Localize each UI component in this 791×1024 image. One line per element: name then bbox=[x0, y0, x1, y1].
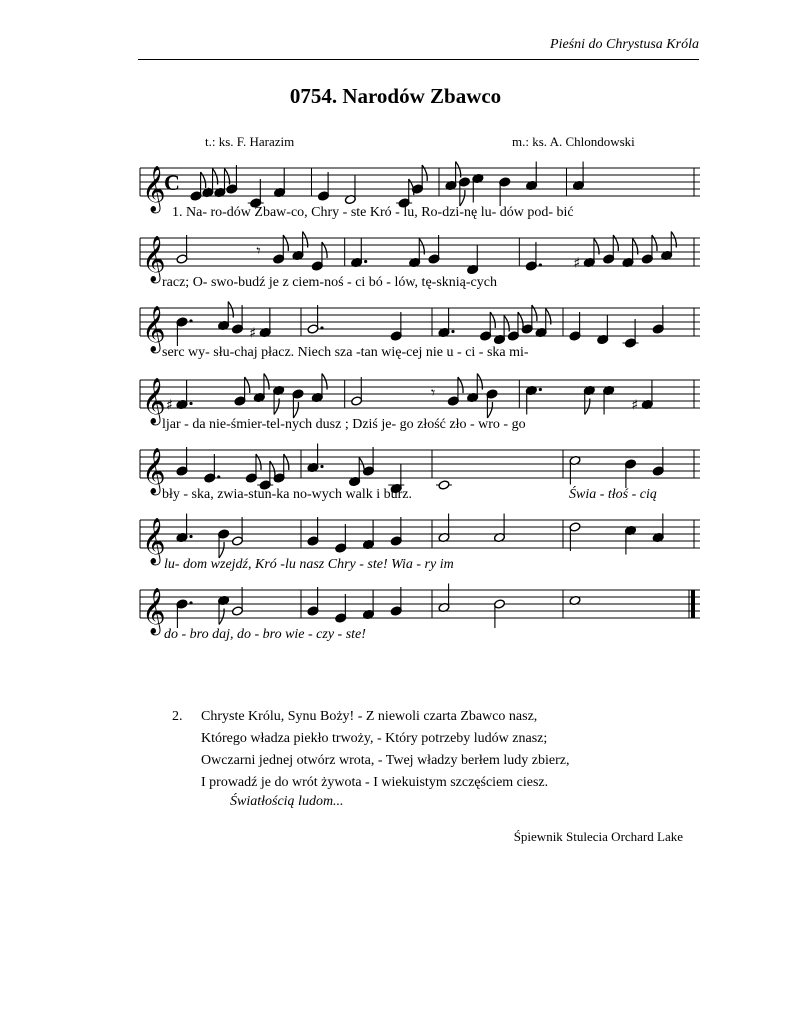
flag bbox=[613, 235, 618, 251]
verse-line: Owczarni jednej otwórz wrota, - Twej władzy berłem ludy zbierz, bbox=[201, 753, 570, 768]
treble-clef-icon: 𝄞 bbox=[142, 588, 166, 634]
flag bbox=[284, 454, 289, 470]
flag bbox=[322, 242, 327, 258]
treble-clef-icon: 𝄞 bbox=[142, 236, 166, 282]
music-system-1 bbox=[140, 162, 700, 212]
note-head bbox=[438, 480, 450, 490]
dot bbox=[364, 260, 367, 263]
flag bbox=[487, 402, 492, 418]
flag bbox=[490, 312, 495, 328]
verse-line: Chryste Królu, Synu Boży! - Z niewoli czarta Zbawco nasz, bbox=[201, 709, 538, 724]
verse-number: 2. bbox=[172, 709, 183, 724]
lyrics-line-3: serc wy- słu-chaj płacz. Niech sza -tan wię-cej nie u - ci - ska mi- bbox=[162, 345, 529, 360]
dot bbox=[539, 388, 542, 391]
lyrics-line-6: lu- dom wzejdź, Kró -lu nasz Chry - ste! Wia - ry im bbox=[164, 557, 454, 572]
header-title: Pieśni do Chrystusa Króla bbox=[550, 37, 699, 52]
dot bbox=[451, 330, 454, 333]
treble-clef-icon: 𝄞 bbox=[142, 448, 166, 494]
music-author: m.: ks. A. Chlondowski bbox=[512, 134, 635, 149]
flag bbox=[460, 190, 465, 206]
song-title: 0754. Narodów Zbawco bbox=[289, 84, 502, 108]
lyrics-line-7: do - bro daj, do - bro wie - czy - ste! bbox=[164, 627, 366, 642]
refrain-cue: Światłością ludom... bbox=[230, 794, 344, 809]
dot bbox=[320, 326, 323, 329]
dot bbox=[189, 601, 192, 604]
music-system-2 bbox=[140, 232, 700, 282]
treble-clef-icon: 𝄞 bbox=[142, 166, 166, 212]
music-system-5 bbox=[140, 444, 700, 494]
flag bbox=[270, 461, 275, 477]
flag bbox=[422, 165, 427, 181]
flag bbox=[409, 179, 414, 195]
flag bbox=[652, 235, 657, 251]
dot bbox=[320, 465, 323, 468]
time-signature: C bbox=[164, 170, 180, 195]
flag bbox=[293, 402, 298, 418]
text-author: t.: ks. F. Harazim bbox=[205, 134, 295, 149]
flag bbox=[518, 312, 523, 328]
music-system-4 bbox=[140, 374, 700, 424]
dot bbox=[217, 475, 220, 478]
lyrics-line-5-italic: Świa - tłoś - cią bbox=[569, 487, 657, 502]
sharp-icon: ♯ bbox=[631, 397, 639, 414]
source-credit: Śpiewnik Stulecia Orchard Lake bbox=[513, 829, 683, 844]
dot bbox=[189, 535, 192, 538]
header-rule bbox=[138, 59, 699, 60]
sharp-icon: ♯ bbox=[573, 255, 581, 272]
music-system-7 bbox=[140, 584, 700, 634]
flag bbox=[219, 542, 224, 558]
sharp-icon: ♯ bbox=[203, 185, 211, 202]
flag bbox=[256, 454, 261, 470]
verse-line: Którego władza piekło trwoży, - Który potrzeby ludów znasz; bbox=[201, 731, 548, 746]
lyrics-line-2: racz; O- swo-budź je z ciem-noś - ci bó - lów, tę-sknią-cych bbox=[162, 275, 497, 290]
flag bbox=[532, 305, 537, 321]
lyrics-line-1: 1. Na- ro-dów Zbaw-co, Chry - ste Kró - lu, Ro-dzi-nę lu- dów pod- bić bbox=[172, 205, 574, 220]
dot bbox=[189, 319, 192, 322]
sharp-icon: ♯ bbox=[166, 397, 173, 414]
eighth-rest-icon: 𝄾 bbox=[256, 241, 261, 260]
music-system-3 bbox=[140, 302, 700, 352]
flag bbox=[283, 235, 288, 251]
lyrics-line-5: bły - ska, zwia-stun-ka no-wych walk i burz. bbox=[162, 487, 412, 502]
music-system-6 bbox=[140, 514, 700, 564]
treble-clef-icon: 𝄞 bbox=[142, 518, 166, 564]
lyrics-line-4: ljar - da nie-śmier-tel-nych dusz ; Dziś je- go złość zło - wro - go bbox=[162, 417, 526, 432]
sharp-icon: ♯ bbox=[249, 325, 257, 342]
dot bbox=[189, 402, 192, 405]
dot bbox=[539, 263, 542, 266]
flag bbox=[245, 377, 250, 393]
flag bbox=[458, 377, 463, 393]
treble-clef-icon: 𝄞 bbox=[142, 378, 166, 424]
verse-line: I prowadź je do wrót żywota - I wiekuistym szczęściem ciesz. bbox=[201, 775, 549, 790]
treble-clef-icon: 𝄞 bbox=[142, 306, 166, 352]
eighth-rest-icon: 𝄾 bbox=[431, 383, 436, 402]
